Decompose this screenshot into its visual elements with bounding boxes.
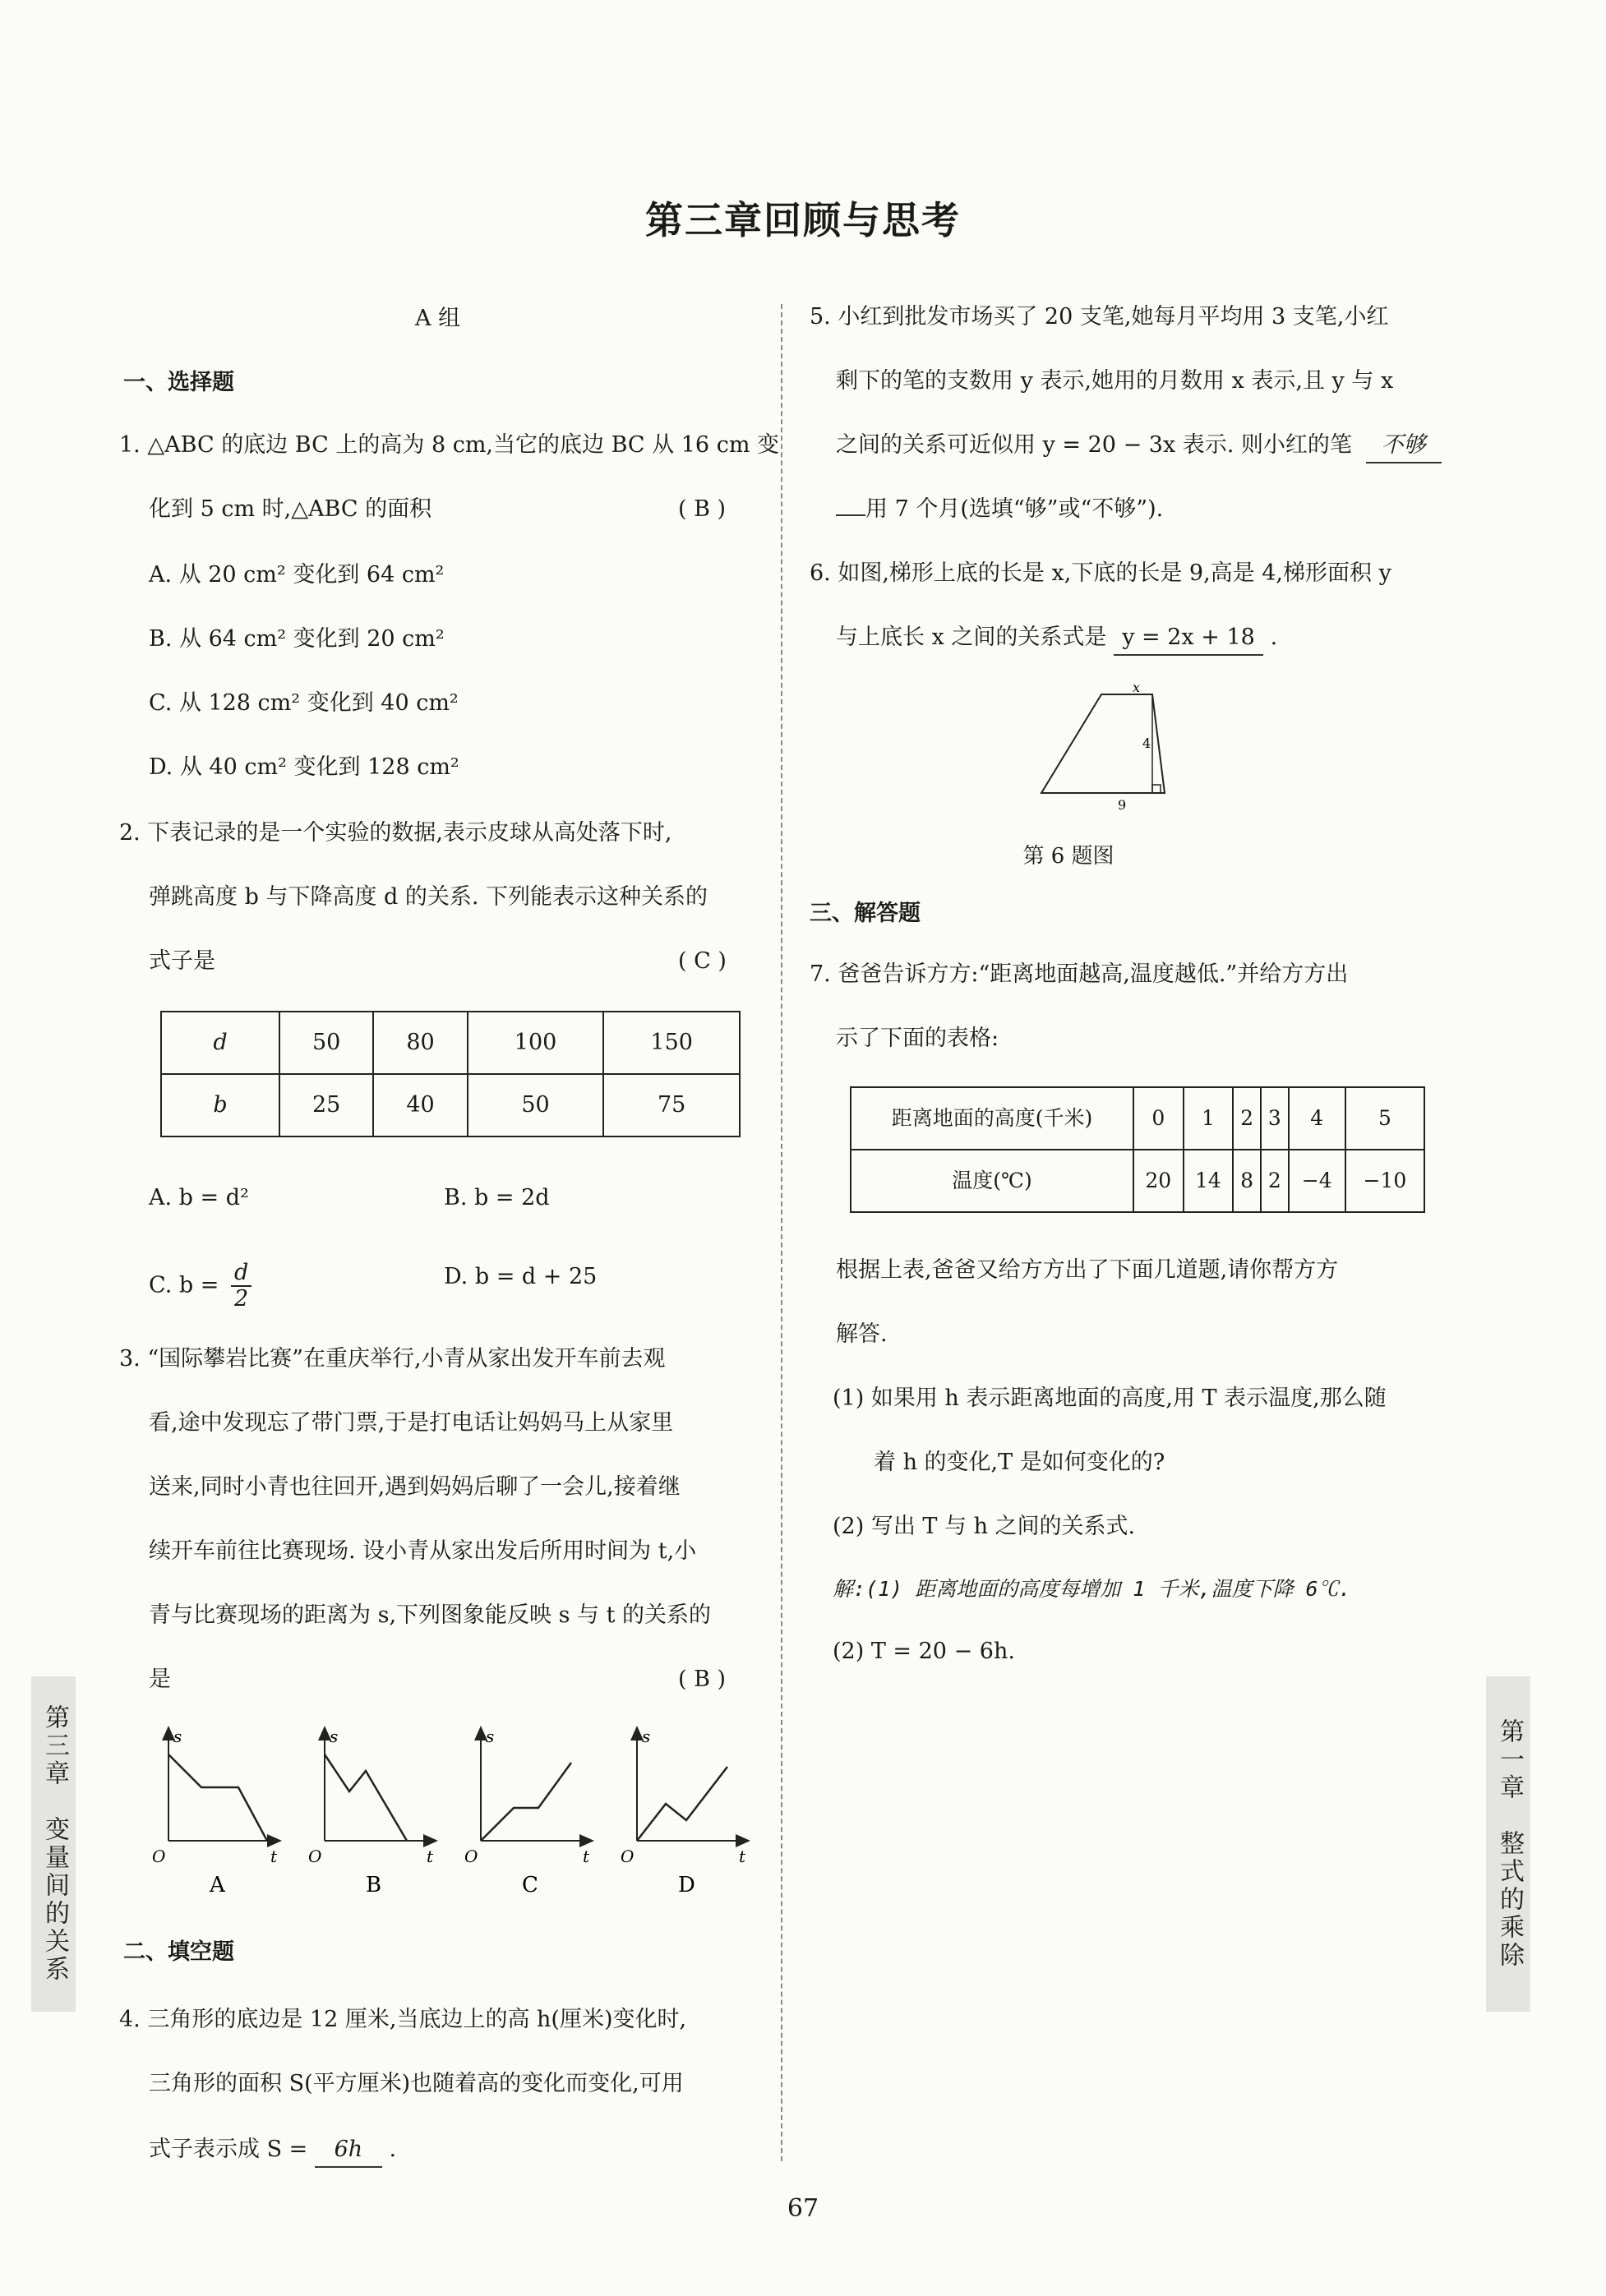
q5-line2: 剩下的笔的支数用 y 表示,她用的月数用 x 表示,且 y 与 x bbox=[836, 368, 1394, 394]
q7-part2: (2) 写出 T 与 h 之间的关系式. bbox=[833, 1514, 1136, 1539]
q7-part1-line2: 着 h 的变化,T 是如何变化的? bbox=[874, 1450, 1165, 1475]
table-cell: 1 bbox=[1184, 1087, 1234, 1150]
table-cell: −10 bbox=[1345, 1150, 1424, 1212]
q1-option-d: D. 从 40 cm² 变化到 128 cm² bbox=[149, 754, 459, 780]
table-cell: 4 bbox=[1289, 1087, 1345, 1150]
table-cell: 80 bbox=[373, 1012, 467, 1074]
table-cell: b bbox=[161, 1074, 279, 1136]
axis-t: t bbox=[270, 1846, 278, 1866]
q5-line4-text: 用 7 个月(选填“够”或“不够”). bbox=[865, 496, 1164, 522]
axis-origin: O bbox=[621, 1846, 635, 1866]
q1-line1: 1. △ABC 的底边 BC 上的高为 8 cm,当它的底边 BC 从 16 cm 变 bbox=[119, 432, 779, 458]
q6-line1: 6. 如图,梯形上底的长是 x,下底的长是 9,高是 4,梯形面积 y bbox=[810, 560, 1391, 586]
q5-underline bbox=[836, 514, 865, 516]
q5-fill-answer: 不够 bbox=[1366, 429, 1442, 463]
q5-line1: 5. 小红到批发市场买了 20 支笔,她每月平均用 3 支笔,小红 bbox=[810, 304, 1389, 330]
table-row bbox=[851, 1150, 1424, 1212]
fig-label-base: 9 bbox=[1118, 797, 1127, 813]
q4-line3-prefix: 式子表示成 S = bbox=[149, 2137, 308, 2162]
table-cell: 3 bbox=[1261, 1087, 1289, 1150]
section-choice: 一、选择题 bbox=[123, 370, 234, 395]
q7-line1: 7. 爸爸告诉方方:“距离地面越高,温度越低.”并给方方出 bbox=[810, 961, 1349, 987]
graph-label-b: B bbox=[366, 1873, 382, 1897]
q3-line5: 青与比赛现场的距离为 s,下列图象能反映 s 与 t 的关系的 bbox=[149, 1602, 712, 1628]
q6-fill-answer: y = 2x + 18 bbox=[1114, 621, 1263, 656]
table-cell: 温度(℃) bbox=[851, 1150, 1133, 1212]
axis-t: t bbox=[739, 1846, 746, 1866]
q3-line6: 是 bbox=[149, 1667, 171, 1692]
table-cell: 50 bbox=[279, 1012, 373, 1074]
fig-label-height: 4 bbox=[1142, 735, 1151, 751]
table-cell: 距离地面的高度(千米) bbox=[851, 1087, 1133, 1150]
table-cell: 100 bbox=[468, 1012, 604, 1074]
table-cell: 75 bbox=[603, 1074, 740, 1136]
table-cell: 150 bbox=[603, 1012, 740, 1074]
q5-line3 bbox=[836, 429, 1442, 463]
page-title: 第三章回顾与思考 bbox=[645, 198, 961, 242]
q3-line4: 续开车前往比赛现场. 设小青从家出发后所用时间为 t,小 bbox=[149, 1538, 697, 1564]
table-cell: 40 bbox=[373, 1074, 467, 1136]
q1-option-b: B. 从 64 cm² 变化到 20 cm² bbox=[149, 626, 445, 652]
q7-line3: 根据上表,爸爸又给方方出了下面几道题,请你帮方方 bbox=[836, 1257, 1339, 1283]
q1-option-a: A. 从 20 cm² 变化到 64 cm² bbox=[149, 562, 445, 588]
q3-graphs bbox=[144, 1717, 760, 1906]
graph-a bbox=[152, 1727, 278, 1897]
graph-label-c: C bbox=[522, 1873, 538, 1897]
axis-s: s bbox=[642, 1727, 651, 1746]
q2-option-b: B. b = 2d bbox=[444, 1185, 550, 1210]
q6-trapezoid-figure bbox=[1040, 682, 1253, 814]
q2-line3: 式子是 bbox=[149, 948, 215, 974]
q6-line2 bbox=[836, 621, 1277, 656]
q4-line3-suffix: . bbox=[389, 2137, 397, 2162]
table-cell: 25 bbox=[279, 1074, 373, 1136]
q6-line2-prefix: 与上底长 x 之间的关系式是 bbox=[836, 625, 1107, 650]
section-fill: 二、填空题 bbox=[123, 1939, 234, 1965]
q4-line1: 4. 三角形的底边是 12 厘米,当底边上的高 h(厘米)变化时, bbox=[119, 2007, 687, 2032]
table-cell: 5 bbox=[1345, 1087, 1424, 1150]
section-answer: 三、解答题 bbox=[810, 901, 921, 926]
axis-s: s bbox=[173, 1727, 182, 1746]
q4-line2: 三角形的面积 S(平方厘米)也随着高的变化而变化,可用 bbox=[149, 2071, 684, 2096]
q2-option-d: D. b = d + 25 bbox=[444, 1264, 598, 1289]
axis-origin: O bbox=[464, 1846, 478, 1866]
side-tab-left: 第三章 变量间的关系 bbox=[31, 1676, 76, 2012]
q2-line2: 弹跳高度 b 与下降高度 d 的关系. 下列能表示这种关系的 bbox=[149, 884, 708, 910]
q7-table bbox=[850, 1086, 1425, 1213]
graph-b bbox=[308, 1727, 434, 1897]
table-row bbox=[161, 1012, 740, 1074]
axis-t: t bbox=[583, 1846, 590, 1866]
table-cell: 2 bbox=[1261, 1150, 1289, 1212]
q3-line3: 送来,同时小青也往回开,遇到妈妈后聊了一会儿,接着继 bbox=[149, 1474, 681, 1500]
q2-option-c-prefix: C. b = bbox=[149, 1272, 219, 1298]
table-cell: 20 bbox=[1133, 1150, 1184, 1212]
q4-line3 bbox=[149, 2133, 396, 2168]
q5-line4 bbox=[836, 493, 1163, 526]
q2-table bbox=[160, 1011, 741, 1137]
q2-option-c bbox=[149, 1261, 252, 1312]
q1-line2: 化到 5 cm 时,△ABC 的面积 bbox=[149, 496, 432, 522]
q1-answer: ( B ) bbox=[678, 496, 727, 522]
table-cell: −4 bbox=[1289, 1150, 1345, 1212]
q2-line1: 2. 下表记录的是一个实验的数据,表示皮球从高处落下时, bbox=[119, 820, 672, 846]
table-cell: 8 bbox=[1233, 1150, 1261, 1212]
column-divider bbox=[781, 304, 782, 2161]
group-label: A 组 bbox=[415, 306, 461, 331]
q6-figure-caption: 第 6 题图 bbox=[1022, 844, 1115, 869]
q1-option-c: C. 从 128 cm² 变化到 40 cm² bbox=[149, 690, 459, 716]
q7-line2: 示了下面的表格: bbox=[836, 1026, 999, 1051]
table-row bbox=[851, 1087, 1424, 1150]
q6-line2-suffix: . bbox=[1270, 625, 1278, 650]
q3-line2: 看,途中发现忘了带门票,于是打电话让妈妈马上从家里 bbox=[149, 1410, 674, 1436]
table-cell: 2 bbox=[1233, 1087, 1261, 1150]
graph-d bbox=[621, 1727, 746, 1897]
q7-solution-1: 解:(1) 距离地面的高度每增加 1 千米,温度下降 6℃. bbox=[833, 1577, 1351, 1601]
table-cell: 14 bbox=[1184, 1150, 1234, 1212]
q7-part1-line1: (1) 如果用 h 表示距离地面的高度,用 T 表示温度,那么随 bbox=[833, 1385, 1387, 1411]
q5-line3-prefix: 之间的关系可近似用 y = 20 − 3x 表示. 则小红的笔 bbox=[836, 432, 1352, 458]
axis-origin: O bbox=[308, 1846, 322, 1866]
table-cell: d bbox=[161, 1012, 279, 1074]
axis-origin: O bbox=[152, 1846, 166, 1866]
fig-label-x: x bbox=[1133, 682, 1141, 695]
q2-answer: ( C ) bbox=[678, 948, 727, 974]
fraction-numerator: d bbox=[231, 1261, 252, 1287]
table-cell: 0 bbox=[1133, 1087, 1184, 1150]
q7-solution-2: (2) T = 20 − 6h. bbox=[833, 1639, 1015, 1664]
graph-label-a: A bbox=[210, 1873, 225, 1897]
q3-line1: 3. “国际攀岩比赛”在重庆举行,小青从家出发开车前去观 bbox=[119, 1346, 666, 1372]
table-cell: 50 bbox=[468, 1074, 604, 1136]
fraction bbox=[231, 1261, 252, 1312]
q3-answer: ( B ) bbox=[678, 1667, 727, 1692]
q7-line4: 解答. bbox=[836, 1321, 888, 1347]
left-column bbox=[119, 0, 779, 2296]
q2-option-a: A. b = d² bbox=[149, 1185, 249, 1210]
right-column bbox=[810, 0, 1451, 2296]
axis-t: t bbox=[427, 1846, 434, 1866]
fraction-denominator: 2 bbox=[234, 1286, 249, 1312]
page-number: 67 bbox=[787, 2194, 819, 2223]
axis-s: s bbox=[330, 1727, 339, 1746]
axis-s: s bbox=[486, 1727, 495, 1746]
side-tab-right: 第一章 整式的乘除 bbox=[1486, 1676, 1530, 2012]
graph-c bbox=[464, 1727, 590, 1897]
graph-label-d: D bbox=[678, 1873, 695, 1897]
q4-fill-answer: 6h bbox=[315, 2133, 382, 2168]
table-row bbox=[161, 1074, 740, 1136]
